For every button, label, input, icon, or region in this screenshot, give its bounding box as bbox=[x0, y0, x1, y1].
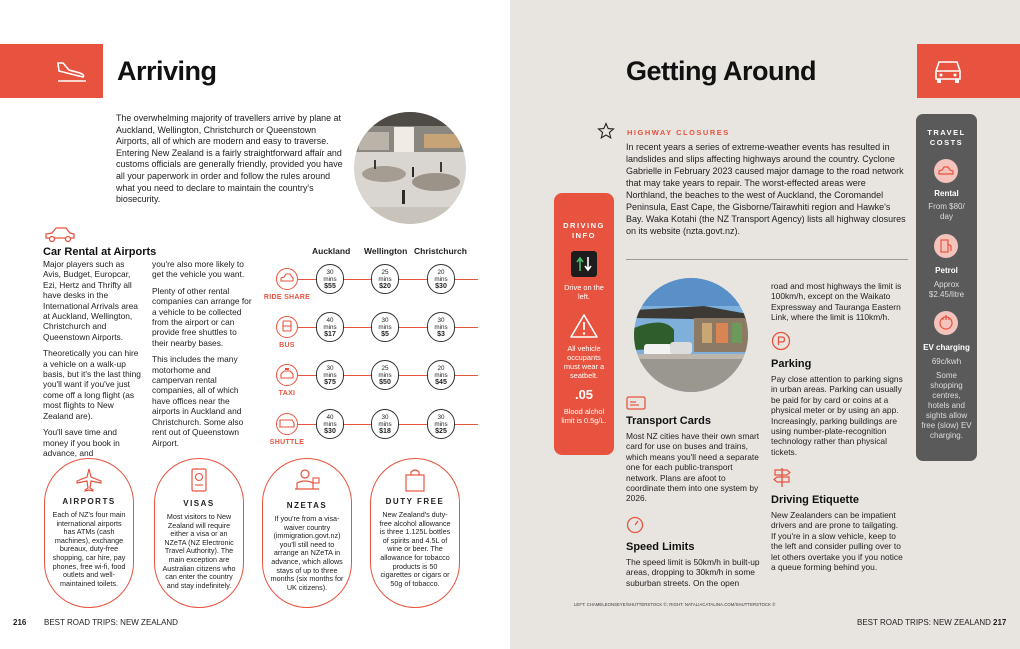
intro-text: The overwhelming majority of travellers arrive by plane at Auckland, Wellington, Christchurch or Queenstown Airports, all of which are modern and easy to traverse. Entering New Zealand is a fairly straightforward affair and customs officials are generally friendly, provided you have all your paperwork in order and follow the rules around what you need to declare to maintain the country's biosecurity. bbox=[116, 113, 343, 205]
price-value: $50 bbox=[379, 379, 391, 386]
time-unit: mins bbox=[434, 276, 448, 283]
parking-icon bbox=[771, 331, 791, 351]
speed-limits-heading: Speed Limits bbox=[626, 541, 695, 553]
time-unit: mins bbox=[323, 421, 337, 428]
col-wellington: Wellington bbox=[364, 246, 408, 256]
ev-label: EV charging bbox=[923, 343, 970, 352]
price-value: $75 bbox=[324, 379, 336, 386]
table-cell bbox=[427, 264, 455, 294]
time-value: 25 bbox=[381, 269, 389, 276]
pill-text: Each of NZ's four main international airports has ATMs (cash machines), exchange bureaux, duty-free shopping, car hire, pay phones, free wi-fi, food outlets and well-maintained toilets. bbox=[52, 510, 126, 588]
price-value: $30 bbox=[435, 283, 447, 290]
parking-heading: Parking bbox=[771, 358, 812, 370]
driving-info-panel bbox=[554, 193, 614, 455]
time-value: 20 bbox=[437, 365, 445, 372]
seatbelt-text: All vehicle occupants must wear a seatbelt. bbox=[563, 344, 605, 380]
mode-label-taxi: TAXI bbox=[278, 390, 296, 397]
car-rental-p6: This includes the many motorhome and campervan rental companies, all of which have offices near the airports in Auckland and Christchurch. Some also rent out of Queenstown Airport. bbox=[152, 354, 244, 448]
pill-text: New Zealand's duty-free alcohol allowance is three 1.125L bottles of spirits and 4.5L of wine or beer. The allowance for tobacco products is 50 cigarettes or cigars or 50g of tobacco. bbox=[379, 510, 451, 588]
photo-credits: LEFT: CHAMELEONSEYE/SHUTTERSTOCK ©; RIGHT: NATALIACATALINA.COM/SHUTTERSTOCK © bbox=[574, 602, 776, 607]
car-rental-heading: Car Rental at Airports bbox=[43, 246, 157, 258]
alcohol-limit-text: Blood alchol limit is 0.5g/L. bbox=[561, 407, 607, 425]
pill-title: DUTY FREE bbox=[385, 497, 445, 506]
footer-left: BEST ROAD TRIPS: NEW ZEALAND bbox=[44, 618, 178, 627]
bus-icon bbox=[276, 316, 298, 338]
plane-landing-icon bbox=[55, 59, 89, 83]
travel-costs-title bbox=[916, 128, 977, 148]
car-rental-p2: Theoretically you can hire a vehicle on a walk-up basis, but it's the last thing you'll want if you've just come off a long flight (as most flights to New Zealand are). bbox=[43, 348, 141, 421]
transport-card-icon bbox=[626, 395, 646, 411]
airport-terminal-photo bbox=[354, 112, 466, 224]
table-cell bbox=[371, 409, 399, 439]
time-value: 30 bbox=[381, 414, 389, 421]
driving-info-title-2: INFO bbox=[572, 231, 596, 240]
petrol-pump-icon bbox=[934, 234, 958, 258]
footer-right: BEST ROAD TRIPS: NEW ZEALAND bbox=[857, 618, 991, 627]
driving-info-title-1: DRIVING bbox=[563, 221, 605, 230]
customs-officer-icon bbox=[293, 467, 321, 493]
pill-title: AIRPORTS bbox=[62, 497, 116, 506]
ride-share-icon bbox=[276, 268, 298, 290]
pill-text: If you're from a visa-waiver country (immigration.govt.nz) you'll still need to arrange an NZeTA in advance, which allows stays of up to three months (six months for UK citizens). bbox=[270, 514, 344, 592]
car-rental-col1 bbox=[43, 259, 141, 458]
price-value: $18 bbox=[379, 428, 391, 435]
parking-text: Pay close attention to parking signs in urban areas. Parking can usually be paid for by card or coins at a physical meter or by using an app. Increasingly, parking buildings are using number-plate-recognition technology rather than physical tickets. bbox=[771, 374, 903, 457]
car-rental-p3: You'll save time and money if you book in advance, and bbox=[43, 427, 120, 458]
two-way-traffic-icon bbox=[571, 251, 597, 277]
shuttle-icon bbox=[276, 413, 298, 435]
table-cell bbox=[371, 264, 399, 294]
time-value: 25 bbox=[381, 365, 389, 372]
time-unit: mins bbox=[323, 276, 337, 283]
time-unit: mins bbox=[378, 421, 392, 428]
table-cell bbox=[316, 360, 344, 390]
price-value: $25 bbox=[435, 428, 447, 435]
divider bbox=[626, 259, 908, 260]
warning-icon bbox=[569, 313, 599, 339]
airports-pill bbox=[44, 458, 134, 608]
rental-value: From $80/ day bbox=[928, 202, 965, 221]
passport-icon bbox=[185, 467, 213, 493]
mode-label-bus: BUS bbox=[279, 342, 295, 349]
page-number-left: 216 bbox=[13, 618, 27, 627]
price-value: $17 bbox=[324, 331, 336, 338]
travel-costs-title-1: TRAVEL bbox=[927, 128, 966, 137]
table-cell bbox=[371, 360, 399, 390]
time-value: 40 bbox=[326, 414, 334, 421]
travel-costs-title-2: COSTS bbox=[929, 138, 964, 147]
price-value: $5 bbox=[381, 331, 389, 338]
petrol-value: Approx $2.45/litre bbox=[928, 280, 965, 299]
time-value: 40 bbox=[326, 317, 334, 324]
car-rental-p5: Plenty of other rental companies can arrange for a vehicle to be collected from the airport or can provide free shuttles to their nearby bases. bbox=[152, 285, 252, 348]
car-front-icon bbox=[931, 57, 965, 85]
table-cell bbox=[371, 312, 399, 342]
speed-limits-text: The speed limit is 50km/h in built-up areas, dropping to 30km/h in some suburban streets. On the open bbox=[626, 557, 760, 588]
duty-free-pill bbox=[370, 458, 460, 608]
pill-title: VISAS bbox=[183, 499, 215, 508]
shopping-bag-icon bbox=[401, 467, 429, 493]
car-rental-icon bbox=[934, 159, 958, 183]
mode-label-shuttle: SHUTTLE bbox=[269, 439, 305, 446]
car-rental-col2 bbox=[152, 259, 252, 448]
time-value: 30 bbox=[437, 317, 445, 324]
price-value: $45 bbox=[435, 379, 447, 386]
drive-left-text: Drive on the left. bbox=[564, 283, 604, 301]
table-cell bbox=[427, 312, 455, 342]
page-number-right: 217 bbox=[993, 618, 1007, 627]
time-value: 20 bbox=[437, 269, 445, 276]
page-title: Arriving bbox=[117, 56, 217, 86]
getting-around-header-block bbox=[917, 44, 1020, 98]
table-cell bbox=[316, 264, 344, 294]
signpost-icon bbox=[771, 466, 793, 488]
pill-text: Most visitors to New Zealand will require either a visa or an NZeTA (NZ Electronic Travel Authority). The main exception are Australian citizens who can enter the country and stay indefinitely. bbox=[162, 512, 236, 590]
time-unit: mins bbox=[378, 372, 392, 379]
transport-cards-heading: Transport Cards bbox=[626, 415, 711, 427]
pill-title: NZETAS bbox=[286, 501, 328, 510]
time-value: 30 bbox=[326, 269, 334, 276]
col-auckland: Auckland bbox=[312, 246, 351, 256]
table-cell bbox=[316, 312, 344, 342]
petrol-label: Petrol bbox=[935, 266, 958, 275]
time-value: 30 bbox=[437, 414, 445, 421]
travel-costs-panel bbox=[916, 114, 977, 461]
star-icon bbox=[597, 122, 615, 140]
visas-pill bbox=[154, 458, 244, 608]
col-christchurch: Christchurch bbox=[414, 246, 467, 256]
car-rental-p1: Major players such as Avis, Budget, Europcar, Ezi, Hertz and Thrifty all have desks in the International Arrivals area at Auckland, Wellington, Christchurch and Queenstown Airports. bbox=[43, 259, 138, 342]
table-cell bbox=[427, 360, 455, 390]
price-value: $20 bbox=[379, 283, 391, 290]
car-rental-p4: you're also more likely to get the vehicle you want. bbox=[152, 259, 245, 280]
speed-limits-continued: road and most highways the limit is 100km/h, except on the Waikato Expressway and Tauranga Eastern Link, where the limit is 110km/h. bbox=[771, 281, 902, 323]
nzetas-pill bbox=[262, 458, 352, 608]
time-unit: mins bbox=[434, 372, 448, 379]
table-cell bbox=[427, 409, 455, 439]
ev-charging-icon bbox=[934, 311, 958, 335]
taxi-icon bbox=[276, 364, 298, 386]
time-unit: mins bbox=[323, 372, 337, 379]
time-unit: mins bbox=[434, 421, 448, 428]
ev-value: 69c/kwh bbox=[931, 357, 962, 366]
highway-closures-text: In recent years a series of extreme-weather events has resulted in landslides and slips affecting highways around the country. Cyclone Gabrielle in February 2023 caused major damage to the road network that may take years to repair. The worst-effected areas were Northland, the beaches to the west of Auckland, the Coromandel Peninsula, East Cape, the Gisborne/Tairawhiti region and Hawke's Bay. Waka Kotahi (the NZ Transport Agency) lists all highway closures on its website (nzta.govt.nz). bbox=[626, 142, 906, 236]
driving-etiquette-text: New Zealanders can be impatient drivers and are prone to tailgating. If you're in a slow vehicle, keep to the left and consider pulling over to let others overtake you if you notice a queue forming behind you. bbox=[771, 510, 903, 573]
price-value: $30 bbox=[324, 428, 336, 435]
price-value: $3 bbox=[437, 331, 445, 338]
mode-label-ride-share: RIDE SHARE bbox=[263, 294, 311, 301]
table-cell bbox=[316, 409, 344, 439]
street-scene-photo bbox=[634, 278, 748, 392]
ev-note: Some shopping centres, hotels and sights allow free (slow) EV charging. bbox=[921, 371, 972, 440]
time-unit: mins bbox=[434, 324, 448, 331]
rental-label: Rental bbox=[934, 189, 959, 198]
right-page bbox=[510, 0, 1020, 649]
page-title: Getting Around bbox=[626, 56, 816, 86]
alcohol-limit-value: .05 bbox=[574, 387, 594, 402]
time-unit: mins bbox=[378, 276, 392, 283]
time-value: 30 bbox=[326, 365, 334, 372]
highway-closures-label: HIGHWAY CLOSURES bbox=[627, 128, 730, 137]
time-unit: mins bbox=[323, 324, 337, 331]
transport-cards-text: Most NZ cities have their own smart card for use on buses and trains, which means you'll need a separate one for each public-transport network. Plans are afoot to coordinate them into one system by 2026. bbox=[626, 431, 760, 504]
price-value: $55 bbox=[324, 283, 336, 290]
car-icon bbox=[43, 226, 77, 244]
driving-etiquette-heading: Driving Etiquette bbox=[771, 494, 860, 506]
time-unit: mins bbox=[378, 324, 392, 331]
time-value: 30 bbox=[381, 317, 389, 324]
airplane-icon bbox=[75, 467, 103, 493]
speedometer-icon bbox=[626, 516, 644, 534]
driving-info-title bbox=[554, 221, 614, 241]
arriving-header-block bbox=[0, 44, 103, 98]
